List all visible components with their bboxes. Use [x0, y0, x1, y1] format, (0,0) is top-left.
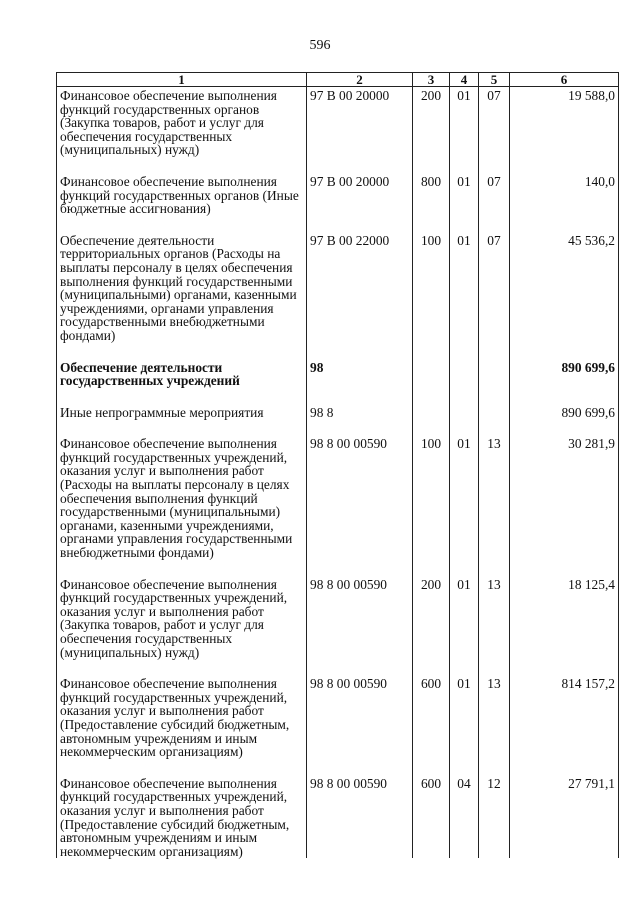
row-spacer: [57, 659, 619, 675]
row-section: 01: [450, 675, 479, 759]
row-section: 01: [450, 87, 479, 157]
table-row: [57, 675, 619, 759]
row-section: [450, 359, 479, 388]
row-name: Финансовое обеспечение выполнения функций государственных органов (Закупка товаров, работ и услуг для обеспечения государственных (муниципальных) нужд): [57, 87, 307, 157]
row-amount: 18 125,4: [510, 576, 619, 660]
row-code: 98 8 00 00590: [307, 576, 413, 660]
row-spacer: [57, 343, 619, 359]
row-name: Финансовое обеспечение выполнения функций государственных учреждений, оказания услуг и выполнения работ (Закупка товаров, работ и услуг для обеспечения государственных (муниципальных) нужд): [57, 576, 307, 660]
row-name: Финансовое обеспечение выполнения функций государственных учреждений, оказания услуг и выполнения работ (Предоставление субсидий бюджетным, автономным учреждениям и иным некоммерческим организациям): [57, 675, 307, 759]
row-section: [450, 404, 479, 420]
row-expense-type: 100: [413, 232, 450, 343]
row-name: Обеспечение деятельности территориальных органов (Расходы на выплаты персоналу в целях обеспечения выполнения функций государственными (муниципальными) органами, казенными учреждениями, органами управления государственными внебюджетными фондами): [57, 232, 307, 343]
row-code: 98 8 00 00590: [307, 675, 413, 759]
row-expense-type: 200: [413, 87, 450, 157]
row-spacer: [57, 560, 619, 576]
budget-table: [56, 72, 619, 858]
row-expense-type: 600: [413, 675, 450, 759]
row-expense-type: 200: [413, 576, 450, 660]
row-amount: 45 536,2: [510, 232, 619, 343]
table-row: [57, 404, 619, 420]
table-row: [57, 775, 619, 859]
row-expense-type: 600: [413, 775, 450, 859]
page-number: 596: [309, 38, 331, 53]
header-col-2: 2: [307, 73, 413, 87]
table-row: [57, 87, 619, 157]
table-row: [57, 576, 619, 660]
row-name: Финансовое обеспечение выполнения функций государственных учреждений, оказания услуг и выполнения работ (Предоставление субсидий бюджетным, автономным учреждениям и иным некоммерческим организациям): [57, 775, 307, 859]
table-row: [57, 173, 619, 216]
row-amount: 30 281,9: [510, 435, 619, 559]
header-col-6: 6: [510, 73, 619, 87]
row-subsection: 12: [479, 775, 510, 859]
row-expense-type: [413, 359, 450, 388]
row-spacer: [57, 157, 619, 173]
row-subsection: 13: [479, 675, 510, 759]
row-code: 98 8 00 00590: [307, 775, 413, 859]
row-amount: 27 791,1: [510, 775, 619, 859]
header-col-4: 4: [450, 73, 479, 87]
table-row: [57, 232, 619, 343]
row-code: 98 8 00 00590: [307, 435, 413, 559]
row-amount: 890 699,6: [510, 404, 619, 420]
row-spacer: [57, 388, 619, 404]
row-name: Обеспечение деятельности государственных учреждений: [57, 359, 307, 388]
row-spacer: [57, 419, 619, 435]
row-name: Иные непрограммные мероприятия: [57, 404, 307, 420]
row-code: 97 В 00 22000: [307, 232, 413, 343]
row-section: 01: [450, 576, 479, 660]
row-spacer: [57, 216, 619, 232]
row-name: Финансовое обеспечение выполнения функций государственных органов (Иные бюджетные ассигнования): [57, 173, 307, 216]
row-expense-type: 800: [413, 173, 450, 216]
row-expense-type: [413, 404, 450, 420]
row-code: 97 В 00 20000: [307, 87, 413, 157]
table-row: [57, 435, 619, 559]
row-name: Финансовое обеспечение выполнения функций государственных учреждений, оказания услуг и выполнения работ (Расходы на выплаты персоналу в целях обеспечения выполнения функций государственными (муниципальными) органами, казенными учреждениями, органами управления государственными внебюджетными фондами): [57, 435, 307, 559]
row-subsection: 13: [479, 435, 510, 559]
row-code: 97 В 00 20000: [307, 173, 413, 216]
row-subsection: 07: [479, 87, 510, 157]
row-expense-type: 100: [413, 435, 450, 559]
row-subsection: 13: [479, 576, 510, 660]
row-spacer: [57, 759, 619, 775]
header-col-1: 1: [57, 73, 307, 87]
row-subsection: [479, 404, 510, 420]
header-row: [57, 73, 619, 87]
row-amount: 140,0: [510, 173, 619, 216]
row-amount: 814 157,2: [510, 675, 619, 759]
row-section: 04: [450, 775, 479, 859]
table-row: [57, 359, 619, 388]
row-subsection: 07: [479, 232, 510, 343]
header-col-5: 5: [479, 73, 510, 87]
row-code: 98 8: [307, 404, 413, 420]
row-section: 01: [450, 435, 479, 559]
row-subsection: [479, 359, 510, 388]
header-col-3: 3: [413, 73, 450, 87]
row-code: 98: [307, 359, 413, 388]
row-section: 01: [450, 232, 479, 343]
row-subsection: 07: [479, 173, 510, 216]
row-amount: 19 588,0: [510, 87, 619, 157]
row-amount: 890 699,6: [510, 359, 619, 388]
row-section: 01: [450, 173, 479, 216]
